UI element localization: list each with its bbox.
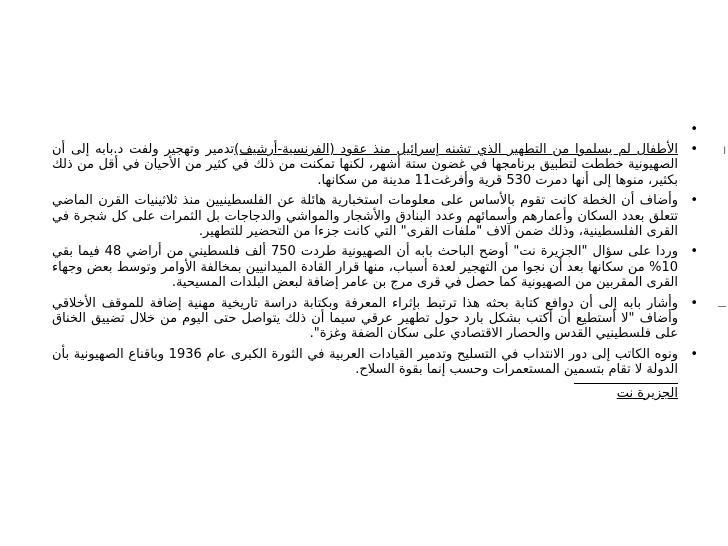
bullet-item-4 xyxy=(52,296,690,342)
source-block xyxy=(52,383,690,401)
bullet-list xyxy=(52,122,690,378)
bullet-text-3: وردا على سؤال "الجزيرة نت" أوضح الباحث بابه أن الصهيونية طردت 750 ألف فلسطيني من أراضي 48 فيما بقي 10% من سكانها بعد أن نجوا من التهجير لعدة أسباب، منها قرار القادة الميدانيين بمخالفة الأوامر وتوسط بعض وجهاء القرى المقربين من الصهيونية كما حصل في قرى مرج بن عامر إضافة لبعض البلدات المسيحية. xyxy=(52,244,678,291)
source-divider xyxy=(574,383,678,384)
article-body xyxy=(52,122,690,401)
bullet-text-2: وأضاف أن الخطة كانت تقوم بالأساس على معلومات استخبارية هائلة عن الفلسطينيين منذ ثلاثينيات القرن الماضي تتعلق بعدد السكان وأعمارهم وأسمائهم وعدد البنادق والأشجار والمواشي والدجاجات بل الثمرات على كل شجرة في القرى الفلسطينية، وذلك ضمن آلاف "ملفات القرى" التي كانت جزءا من التحضير للتطهير. xyxy=(52,193,678,240)
source-label: الجزيرة نت xyxy=(616,385,678,401)
edge-mark-middle: ـــ xyxy=(718,300,726,310)
bullet-text-5: ونوه الكاتب إلى دور الانتداب في التسليح وتدمير القيادات العربية في الثورة الكبرى عام 1936 وباقناع الصهيونية بأن الدولة لا تقام بتسمين المستعمرات وحسب إنما بقوة السلاح. xyxy=(52,346,678,378)
bullet-text-1: تدمير وتهجير ولفت د.بابه إلى أن الصهيونية خططت لتطبيق برنامجها في غضون ستة أشهر، لكنها تمكنت من ذلك في كثير من الأحيان في أقل من ذلك بكثير، منوها إلى أنها دمرت 530 قرية وأفرغت11 مدينة من سكانها. xyxy=(52,142,678,188)
bullet-text-4: وأشار بابه إلى أن دوافع كتابة بحثه هذا ترتبط بإثراء المعرفة وبكتابة دراسة تاريخية مهنية إضافة للموقف الأخلاقي وأضاف "لا أستطيع أن أكتب بشكل بارد حول تطهير عرقي سيما أن ذلك يتواصل حتى اليوم من خلال تضييق الخناق على فلسطينيي القدس والحصار الاقتصادي على سكان الضفة وغزة". xyxy=(52,295,678,342)
bullet-item-3 xyxy=(52,244,690,290)
bullet-item-1 xyxy=(52,142,690,188)
bullet-item-2 xyxy=(52,193,690,239)
edge-mark-top: ا xyxy=(723,146,726,157)
bullet-empty xyxy=(52,122,690,136)
photo-caption-headline: الأطفال لم يسلموا من التطهير الذي تشنه إسرائيل منذ عقود (الفرنسية-أرشيف) xyxy=(234,142,678,157)
bullet-item-5 xyxy=(52,347,690,378)
